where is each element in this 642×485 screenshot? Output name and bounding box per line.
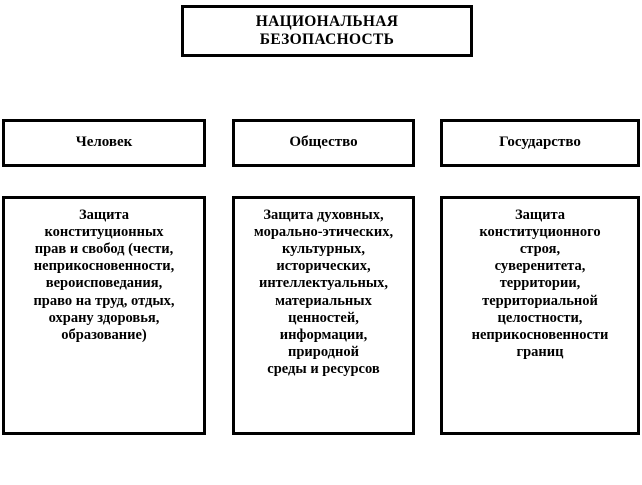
node-title-line-1: НАЦИОНАЛЬНАЯ — [255, 12, 399, 30]
node-body-society-text: Защита духовных, морально-этических, культурных, исторических, интеллектуальных, материальных ценностей, информации, природной среды и ресурсов — [253, 207, 394, 377]
node-national-security — [181, 5, 473, 57]
node-body-state — [440, 196, 640, 435]
node-heading-society — [232, 119, 415, 167]
node-heading-state-label: Государство — [499, 134, 581, 151]
node-national-security-text — [250, 13, 405, 50]
node-title-line-2: БЕЗОПАСНОСТЬ — [259, 31, 395, 48]
node-body-person — [2, 196, 206, 435]
node-body-society — [232, 196, 415, 435]
node-heading-society-label: Общество — [289, 134, 358, 151]
node-body-state-text: Защита конституционного строя, суверенитета, территории, территориальной целостности, неприкосновенности границ — [471, 207, 609, 360]
node-heading-person — [2, 119, 206, 167]
node-heading-person-label: Человек — [75, 134, 133, 151]
node-body-person-text: Защита конституционных прав и свобод (чести, неприкосновенности, вероисповедания, право на труд, отдых, охрану здоровья, образование) — [33, 207, 175, 343]
node-heading-state — [440, 119, 640, 167]
